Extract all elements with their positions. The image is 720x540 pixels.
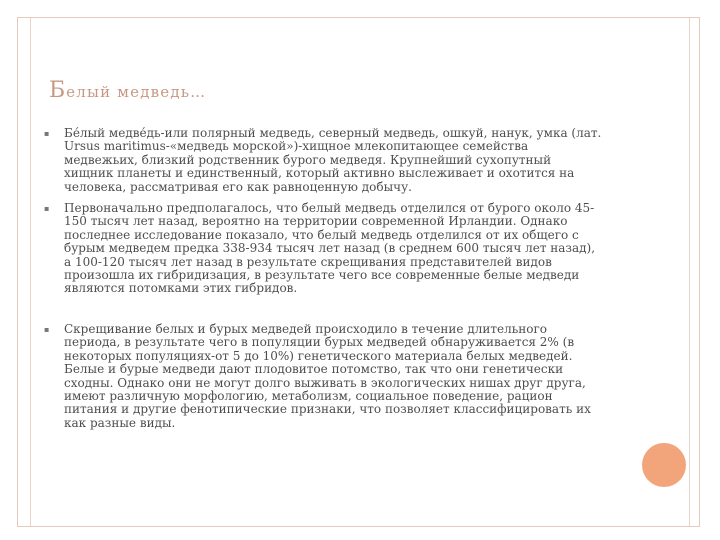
bullet-item — [44, 127, 604, 194]
slide-title — [49, 78, 206, 103]
bullet-marker-icon: ▪ — [44, 324, 50, 334]
bullet-item — [44, 202, 604, 296]
slide-title-rest: елый медведь… — [66, 83, 207, 101]
bullet-list — [44, 127, 604, 430]
bullet-item — [44, 323, 604, 430]
slide-title-initial: Б — [49, 78, 67, 103]
frame-right-inner-line — [689, 18, 690, 526]
bullet-marker-icon: ▪ — [44, 204, 50, 214]
bullet-text: Скрещивание белых и бурых медведей происходило в течение длительного периода, в результате чего в популяции бурых медведей обнаруживается 2% (в некоторых популяциях-от 5 до 10%) генетического материала белых медведей. Белые и бурые медведи дают плодовитое потомство, так что они генетически сходны. Однако они не могут долго выживать в экологических нишах друг друга, имеют различную морфологию, метаболизм, социальное поведение, рацион питания и другие фенотипические признаки, что позволяет классифицировать их как разные виды. — [64, 321, 591, 430]
bullet-text: Первоначально предполагалось, что белый медведь отделился от бурого около 45-150 тысяч лет назад, вероятно на территории современной Ирландии. Однако последнее исследование показало, что белый медведь отделился от их общего с бурым медведем предка 338-934 тысяч лет назад (в среднем 600 тысяч лет назад), а 100-120 тысяч лет назад в результате скрещивания представителей видов произошла их гибридизация, в результате чего все современные белые медведи являются потомками этих гибридов. — [64, 201, 596, 296]
frame-left-inner-line — [30, 18, 31, 526]
decorative-circle-icon — [642, 443, 686, 487]
bullet-text: Бе́лый медве́дь-или полярный медведь, северный медведь, ошкуй, нанук, умка (лат. Ursus maritimus-«медведь морской»)-хищное млекопитающее семейства медвежьих, близкий родственник бурого медведя. Крупнейший сухопутный хищник планеты и единственный, который активно выслеживает и охотится на человека, рассматривая его как равноценную добычу. — [64, 126, 602, 194]
bullet-marker-icon: ▪ — [44, 129, 50, 138]
